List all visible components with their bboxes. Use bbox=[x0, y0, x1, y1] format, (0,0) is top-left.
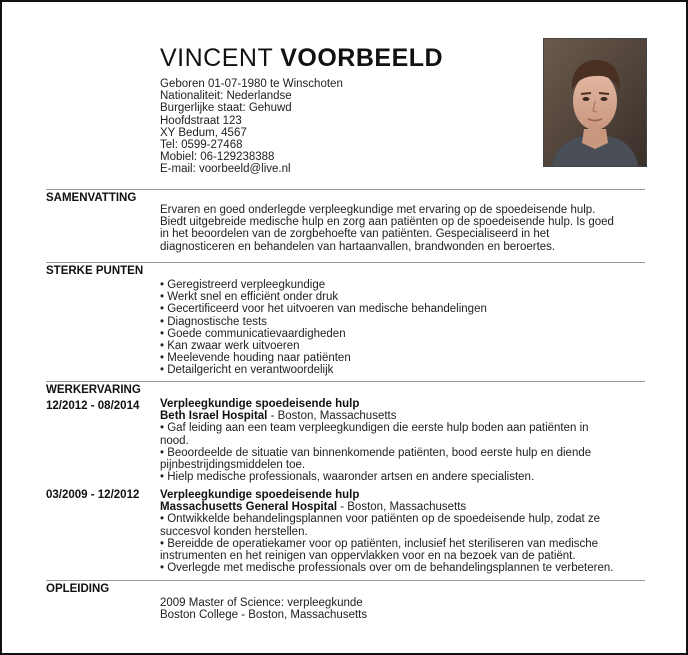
candidate-name bbox=[160, 44, 443, 73]
list-item: • Goede communicatievaardigheden bbox=[160, 327, 346, 340]
job-line: pijnbestrijdingsmiddelen toe. bbox=[160, 459, 306, 472]
contact-info bbox=[160, 78, 343, 176]
job-dates: 03/2009 - 12/2012 bbox=[46, 489, 140, 501]
list-item: • Diagnostische tests bbox=[160, 315, 267, 328]
list-item: • Meelevende houding naar patiënten bbox=[160, 352, 351, 365]
divider-education bbox=[46, 580, 645, 581]
email-line: E-mail: voorbeeld@live.nl bbox=[160, 163, 291, 176]
portrait-image bbox=[544, 39, 646, 166]
summary-heading: SAMENVATTING bbox=[46, 192, 137, 204]
list-item: • Werkt snel en efficiënt onder druk bbox=[160, 291, 339, 304]
job-title: Verpleegkundige spoedeisende hulp bbox=[160, 398, 360, 410]
summary-line: Ervaren en goed onderlegde verpleegkundige met ervaring op de spoedeisende hulp. bbox=[160, 204, 596, 216]
job-line: • Bereidde de operatiekamer voor op patiënten, inclusief het steriliseren van medische bbox=[160, 537, 599, 550]
divider-strengths bbox=[46, 262, 645, 263]
divider-summary bbox=[46, 189, 645, 190]
education-text bbox=[160, 597, 645, 621]
list-item: • Gecertificeerd voor het uitvoeren van medische behandelingen bbox=[160, 303, 487, 316]
nationality-line: Nationaliteit: Nederlandse bbox=[160, 90, 292, 103]
education-line: 2009 Master of Science: verpleegkunde bbox=[160, 597, 363, 609]
mobile-line: Mobiel: 06-129238388 bbox=[160, 151, 275, 164]
marital-status-line: Burgerlijke staat: Gehuwd bbox=[160, 102, 292, 115]
job-line: • Hielp medische professionals, waaronder artsen en andere specialisten. bbox=[160, 471, 535, 484]
job-line: • Beoordeelde de situatie van binnenkomende patiënten, bood eerste hulp en diende bbox=[160, 446, 592, 459]
profile-photo bbox=[543, 38, 647, 167]
summary-text bbox=[160, 204, 645, 253]
employer-location: - Boston, Massachusetts bbox=[337, 501, 467, 514]
summary-line: diagnosticeren en behandelen van hartaanvallen, brandwonden en beroertes. bbox=[160, 240, 556, 253]
job-line: • Overlegde met medische professionals over om de behandelingsplannen te verbeteren. bbox=[160, 562, 614, 575]
last-name: VOORBEELD bbox=[280, 44, 444, 72]
job-line: nood. bbox=[160, 434, 189, 447]
job-line: • Gaf leiding aan een team verpleegkundigen die eerste hulp boden aan patiënten in bbox=[160, 422, 589, 435]
divider-experience bbox=[46, 381, 645, 382]
strengths-heading: STERKE PUNTEN bbox=[46, 265, 144, 277]
job-entry bbox=[160, 398, 645, 483]
education-heading: OPLEIDING bbox=[46, 583, 110, 595]
summary-line: in het beoordelen van de zorgbehoefte van patiënten. Gespecialiseerd in het bbox=[160, 228, 550, 241]
job-line: • Ontwikkelde behandelingsplannen voor patiënten op de spoedeisende hulp, zodat ze bbox=[160, 513, 601, 526]
street-line: Hoofdstraat 123 bbox=[160, 114, 242, 127]
summary-line: Biedt uitgebreide medische hulp en zorg aan patiënten op de spoedeisende hulp. Is goed bbox=[160, 216, 614, 229]
job-employer bbox=[160, 501, 645, 513]
job-title: Verpleegkundige spoedeisende hulp bbox=[160, 489, 360, 501]
job-line: instrumenten en het reinigen van oppervlakken voor en na bezoek van de patiënt. bbox=[160, 550, 576, 563]
employer-name: Beth Israel Hospital bbox=[160, 410, 268, 423]
job-employer bbox=[160, 410, 645, 422]
list-item: • Kan zwaar werk uitvoeren bbox=[160, 340, 300, 353]
education-line: Boston College - Boston, Massachusetts bbox=[160, 609, 368, 622]
list-item: • Detailgericht en verantwoordelijk bbox=[160, 364, 334, 377]
job-dates: 12/2012 - 08/2014 bbox=[46, 400, 140, 412]
phone-line: Tel: 0599-27468 bbox=[160, 139, 243, 152]
employer-location: - Boston, Massachusetts bbox=[267, 410, 397, 423]
employer-name: Massachusetts General Hospital bbox=[160, 501, 338, 514]
experience-heading: WERKERVARING bbox=[46, 384, 141, 396]
job-entry bbox=[160, 489, 645, 574]
strengths-list bbox=[160, 279, 645, 377]
job-line: succesvol konden herstellen. bbox=[160, 525, 308, 538]
list-item: • Geregistreerd verpleegkundige bbox=[160, 279, 326, 291]
first-name: VINCENT bbox=[160, 44, 273, 72]
city-line: XY Bedum, 4567 bbox=[160, 126, 247, 139]
birth-line: Geboren 01-07-1980 te Winschoten bbox=[160, 78, 343, 90]
